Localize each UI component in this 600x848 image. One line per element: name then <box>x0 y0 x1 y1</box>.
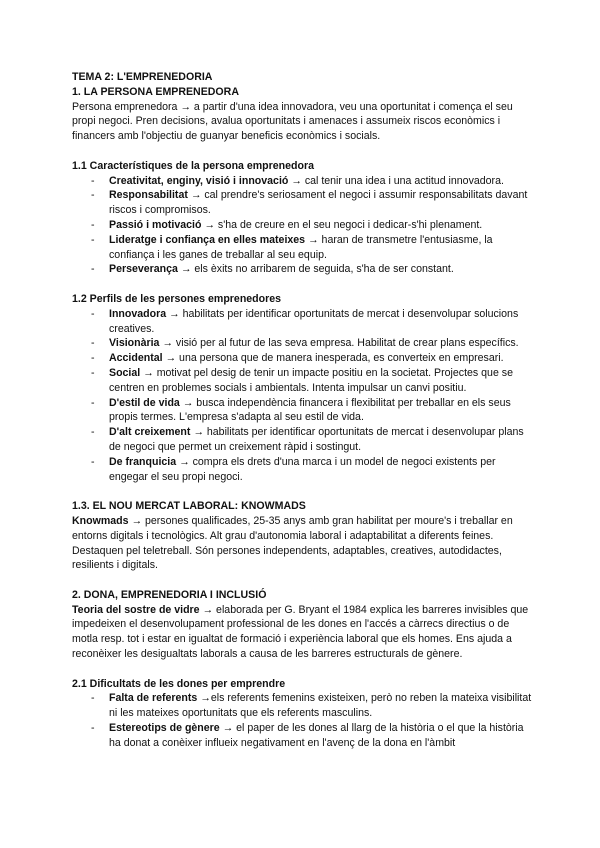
list-item <box>72 188 534 218</box>
section-1-3-heading: 1.3. EL NOU MERCAT LABORAL: KNOWMADS <box>72 500 306 513</box>
bullet-dash: - <box>91 189 95 202</box>
section-2-text <box>72 603 534 662</box>
list-item <box>72 396 534 426</box>
list-item <box>72 233 534 263</box>
glass-ceiling-term: Teoria del sostre de vidre <box>72 603 200 616</box>
bullet-dash: - <box>91 307 95 320</box>
item-term: Social <box>109 366 141 379</box>
item-term: Accidental <box>109 352 163 365</box>
item-desc: → habilitats per identificar oportunitats de mercat i desenvolupar plans de negoci que permet un creixement ràpid i sostingut. <box>109 426 524 453</box>
knowmads-term: Knowmads <box>72 514 129 527</box>
item-term: Visionària <box>109 337 160 350</box>
item-term: Falta de referents <box>109 692 198 705</box>
list-item <box>72 721 534 751</box>
item-term: Passió i motivació <box>109 218 202 231</box>
item-desc: → cal tenir una idea i una actitud innovadora. <box>288 174 504 187</box>
section-1-text: Persona emprenedora → a partir d'una idea innovadora, veu una oportunitat i comença el seu propi negoci. Pren decisions, avalua oportunitats i amenaces i assumeix riscos econòmics i financers amb l'objectiu de guanyar beneficis econòmics i socials. <box>72 100 513 143</box>
item-desc: → s'ha de creure en el seu negoci i dedicar-s'hi plenament. <box>201 218 483 231</box>
item-desc: → cal prendre's seriosament el negoci i assumir responsabilitats davant riscos i compromisos. <box>109 189 528 217</box>
item-term: Responsabilitat <box>109 189 188 202</box>
difficulties-list <box>72 691 534 750</box>
bullet-dash: - <box>91 218 95 231</box>
list-item <box>72 351 534 366</box>
item-desc: → haran de transmetre l'entusiasme, la confiança i les ganes de treballar al seu equip. <box>109 233 493 261</box>
list-item <box>72 307 534 337</box>
list-item <box>72 455 534 485</box>
section-2-heading: 2. DONA, EMPRENEDORIA I INCLUSIÓ <box>72 588 267 601</box>
bullet-dash: - <box>91 396 95 409</box>
bullet-dash: - <box>91 692 95 705</box>
document-title: TEMA 2: L'EMPRENEDORIA <box>72 71 213 83</box>
list-item <box>72 691 534 721</box>
bullet-dash: - <box>91 337 95 350</box>
item-term: Innovadora <box>109 307 167 320</box>
bullet-dash: - <box>91 263 95 276</box>
bullet-dash: - <box>91 233 95 246</box>
profiles-list <box>72 307 534 485</box>
item-desc: → motivat pel desig de tenir un impacte positiu en la societat. Projectes que se centren en problemes socials i ambientals. Intenta impulsar un canvi positiu. <box>109 366 513 394</box>
bullet-dash: - <box>91 426 95 439</box>
item-desc: → els èxits no arribarem de seguida, s'ha de ser constant. <box>177 263 454 276</box>
item-term: De franquicia <box>109 455 177 468</box>
item-term: D'alt creixement <box>109 426 191 439</box>
section-1-heading: 1. LA PERSONA EMPRENEDORA <box>72 85 239 98</box>
bullet-dash: - <box>91 352 95 365</box>
list-item <box>72 336 534 351</box>
item-desc: → compra els drets d'una marca i un model de negoci existents per engegar el seu propi negoci. <box>109 455 496 483</box>
item-desc: →els referents femenins existeixen, però no reben la mateixa visibilitat ni les mateixes oportunitats que els referents masculins. <box>109 692 532 720</box>
characteristics-list <box>72 174 534 278</box>
section-1-3-text <box>72 514 534 573</box>
bullet-dash: - <box>91 366 95 379</box>
item-term: D'estil de vida <box>109 396 180 409</box>
glass-ceiling-desc: → elaborada per G. Bryant el 1984 explica les barreres invisibles que impedeixen el desenvolupament professional de les dones en l'accés a càrrecs directius o de motla resp. tot i estar en igualtat de formació i experiència laboral que els homes. Ens ajuda a reconèixer les desigualtats laborals a causa de les barreres estructurals de gènere. <box>72 603 529 661</box>
document-page <box>72 70 534 751</box>
section-1-1-heading: 1.1 Característiques de la persona emprenedora <box>72 159 314 172</box>
item-term: Lideratge i confiança en elles mateixes <box>109 233 306 246</box>
section-2-1-heading: 2.1 Dificultats de les dones per emprendre <box>72 677 286 690</box>
list-item <box>72 218 534 233</box>
item-desc: → una persona que de manera inesperada, es converteix en empresari. <box>162 352 504 365</box>
list-item <box>72 366 534 396</box>
item-term: Estereotips de gènere <box>109 722 220 735</box>
knowmads-desc: → persones qualificades, 25-35 anys amb gran habilitat per moure's i treballar en entorns digitals i tecnològics. Alt grau d'autonomia laboral i adaptabilitat a diferents feines. Destaquen pel teletreball. Són persones independents, adaptables, creatives, autodidactes, resilients i digitals. <box>72 514 513 572</box>
bullet-dash: - <box>91 722 95 735</box>
bullet-dash: - <box>91 174 95 187</box>
list-item <box>72 262 534 277</box>
item-desc: → habilitats per identificar oportunitats de mercat i desenvolupar solucions creatives. <box>109 307 519 335</box>
item-term: Perseverança <box>109 263 178 276</box>
item-desc: → el paper de les dones al llarg de la història o el que la història ha donat a conèixer influeix negativament en l'avenç de la dona en l'àmbit <box>109 722 524 749</box>
item-desc: → busca independència financera i flexibilitat per treballar en els seus propis termes. L'empresa s'adapta al seu estil de vida. <box>109 396 511 424</box>
item-desc: → visió per al futur de las seva empresa. Habilitat de crear plans específics. <box>159 337 519 350</box>
list-item <box>72 174 534 189</box>
list-item <box>72 425 534 455</box>
section-1-2-heading: 1.2 Perfils de les persones emprenedores <box>72 292 282 305</box>
bullet-dash: - <box>91 455 95 468</box>
item-term: Creativitat, enginy, visió i innovació <box>109 174 289 187</box>
